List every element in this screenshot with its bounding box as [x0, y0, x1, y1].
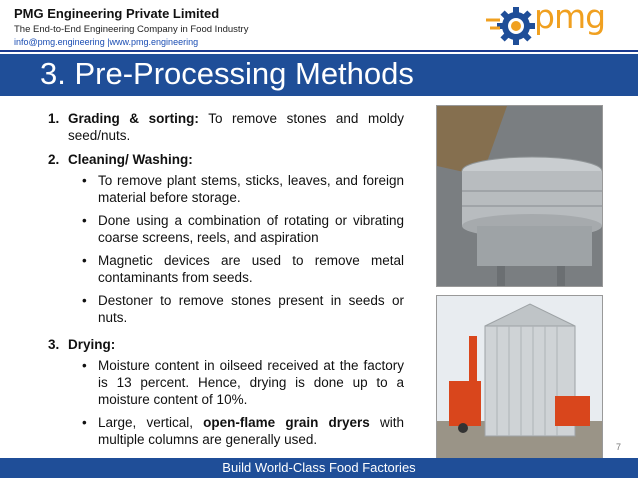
- page-number: 7: [616, 442, 622, 452]
- company-tagline: The End-to-End Engineering Company in Food Industry: [14, 24, 249, 35]
- item-heading: Grading & sorting:: [68, 111, 199, 126]
- bullet-item: • Large, vertical, open-flame grain dryers with multiple columns are generally used.: [82, 415, 404, 447]
- bullet-item: • To remove plant stems, sticks, leaves, and foreign material before storage.: [82, 173, 404, 205]
- item-heading: Cleaning/ Washing:: [68, 152, 193, 167]
- header-divider: [0, 50, 638, 52]
- bullet-item: • Done using a combination of rotating or vibrating coarse screens, reels, and aspiration: [82, 213, 404, 245]
- logo-wordmark: pmg: [534, 0, 606, 36]
- bullet-item: • Magnetic devices are used to remove metal contaminants from seeds.: [82, 253, 404, 285]
- item-number: 1.: [48, 111, 60, 126]
- list-item: [48, 110, 404, 144]
- company-name: PMG Engineering Private Limited: [14, 6, 220, 21]
- item-number: 3.: [48, 337, 60, 352]
- bullet-list: [82, 172, 404, 326]
- item-text: To remove stones and moldy seed/nuts.: [68, 111, 405, 143]
- slide-title: 3. Pre-Processing Methods: [40, 56, 414, 91]
- bullet-item: • Moisture content in oilseed received at the factory is 13 percent. Hence, drying is done up to a moisture content of 10%.: [82, 358, 404, 407]
- contact-links[interactable]: info@pmg.engineering |www.pmg.engineering: [14, 37, 199, 47]
- grain-dryer-photo: [436, 295, 603, 460]
- sieve-machine-photo: [436, 105, 603, 287]
- content-body: [48, 110, 404, 458]
- bullet-item: • Destoner to remove stones present in seeds or nuts.: [82, 293, 404, 325]
- list-item: [48, 336, 404, 353]
- list-item: [48, 151, 404, 168]
- footer-slogan: Build World-Class Food Factories: [222, 460, 416, 475]
- item-heading: Drying:: [68, 337, 116, 352]
- bullet-list: [82, 357, 404, 448]
- item-number: 2.: [48, 152, 60, 167]
